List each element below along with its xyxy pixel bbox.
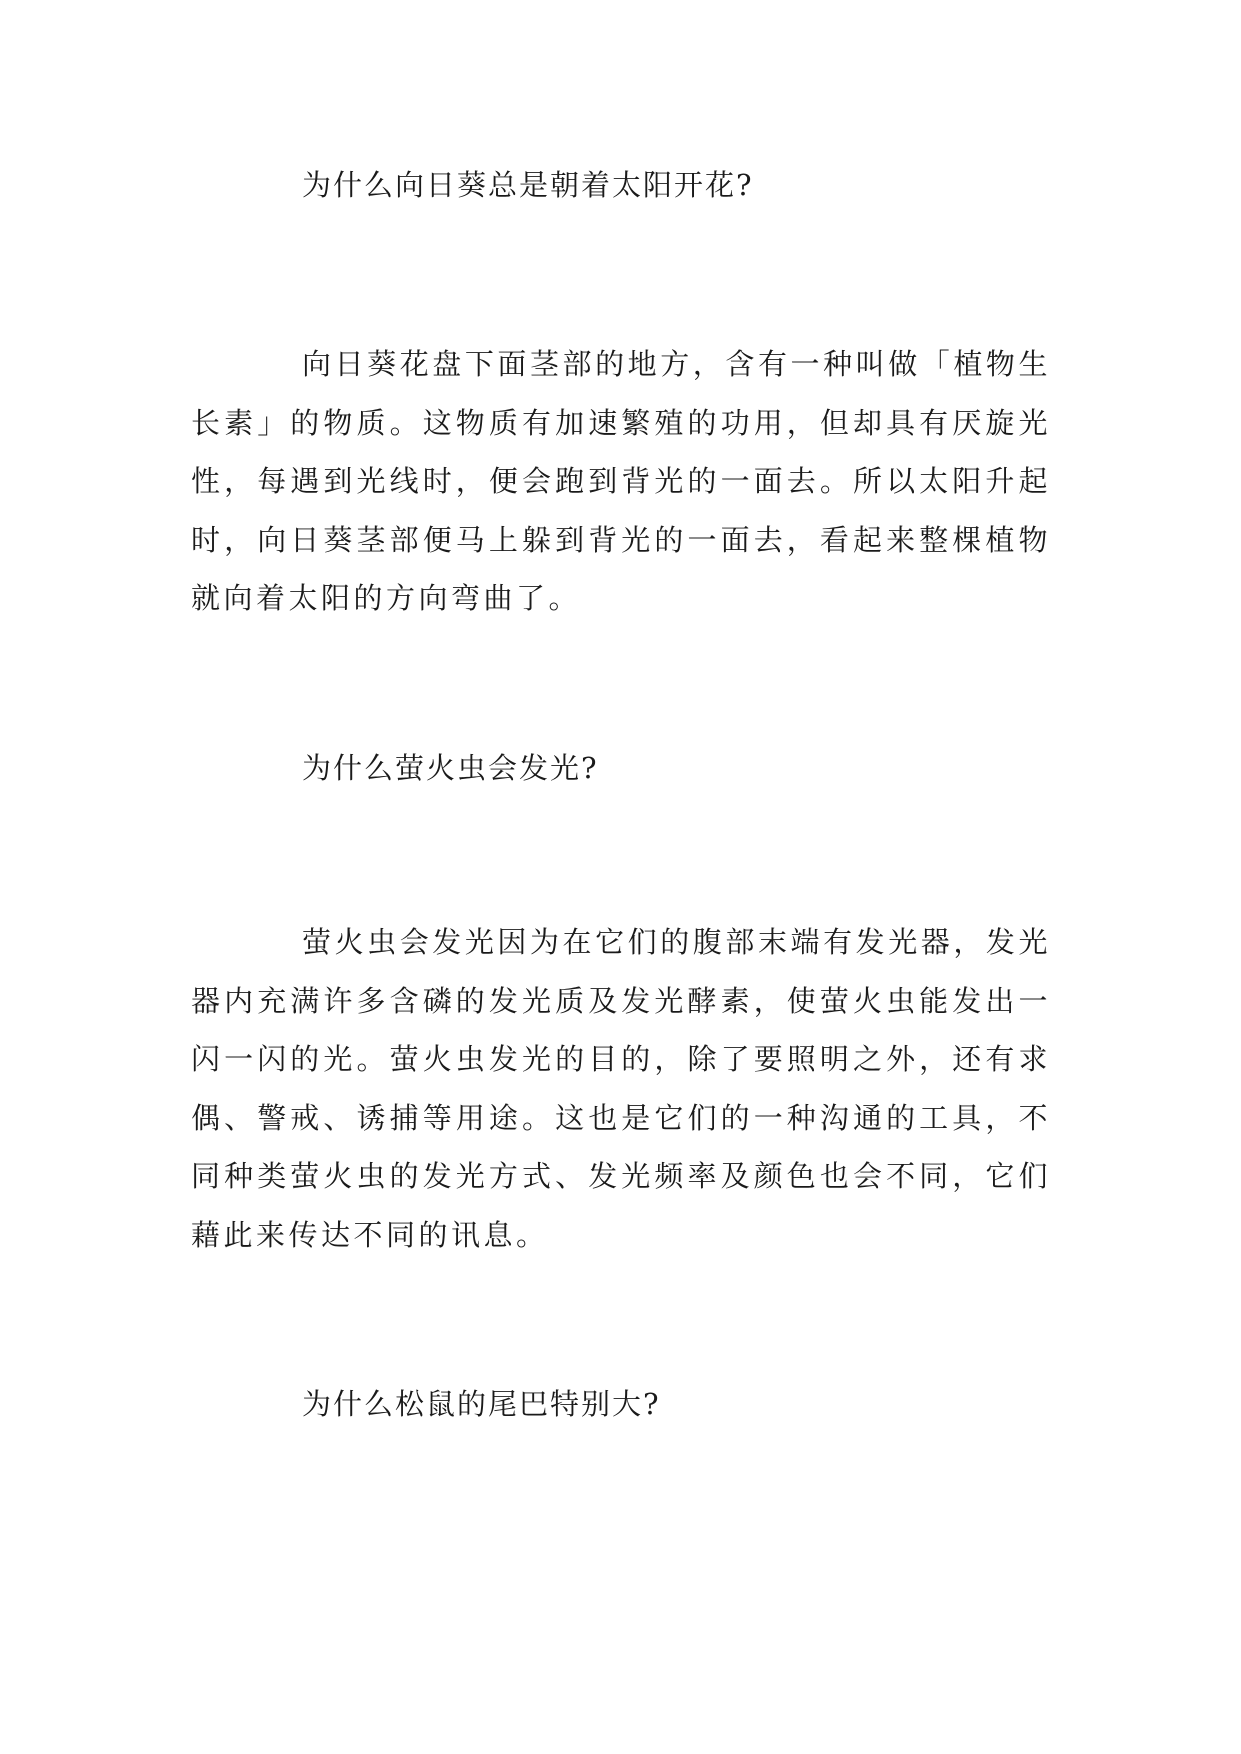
answer-firefly-paragraph: 萤火虫会发光因为在它们的腹部末端有发光器，发光器内充满许多含磷的发光质及发光酵素，使萤火虫能发出一闪一闪的光。萤火虫发光的目的，除了要照明之外，还有求偶、警戒、诱捕等用途。这也是它们的一种沟通的工具，不同种类萤火虫的发光方式、发光频率及颜色也会不同，它们藉此来传达不同的讯息。 <box>191 925 1051 1252</box>
question-sunflower-heading: 为什么向日葵总是朝着太阳开花? <box>302 168 754 202</box>
question-firefly-heading: 为什么萤火虫会发光? <box>302 751 599 785</box>
question-squirrel-heading: 为什么松鼠的尾巴特别大? <box>302 1387 661 1421</box>
answer-sunflower-paragraph: 向日葵花盘下面茎部的地方，含有一种叫做「植物生长素」的物质。这物质有加速繁殖的功用，但却具有厌旋光性，每遇到光线时，便会跑到背光的一面去。所以太阳升起时，向日葵茎部便马上躲到背光的一面去，看起来整棵植物就向着太阳的方向弯曲了。 <box>191 347 1051 615</box>
